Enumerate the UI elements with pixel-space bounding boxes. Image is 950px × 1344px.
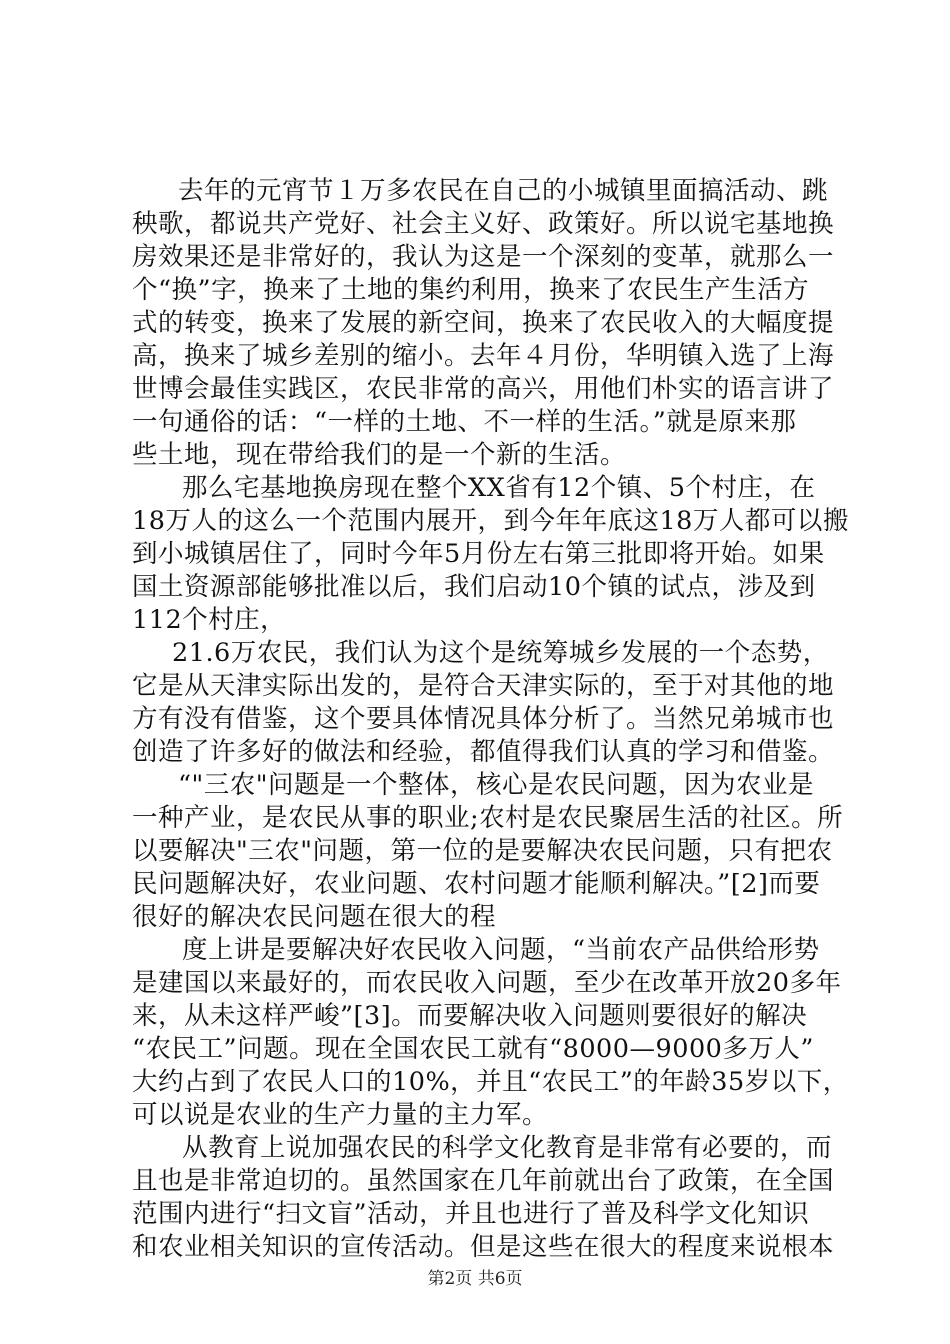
text-line: 世博会最佳实践区，农民非常的高兴，用他们朴实的语言讲了: [132, 374, 835, 404]
text-line: 大约占到了农民人口的10%，并且“农民工”的年龄35岁以下，: [132, 1067, 849, 1097]
text-line: 范围内进行“扫文盲”活动，并且也进行了普及科学文化知识: [132, 1199, 810, 1229]
text-line: 高，换来了城乡差别的缩小。去年４月份，华明镇入选了上海: [132, 341, 835, 371]
text-line: 来，从未这样严峻”[3]。而要解决收入问题则要很好的解决: [132, 1001, 808, 1031]
text-line: 那么宅基地换房现在整个XX省有12个镇、5个村庄，在: [182, 473, 816, 503]
text-line: 到小城镇居住了，同时今年5月份左右第三批即将开始。如果: [132, 539, 825, 569]
text-line: 18万人的这么一个范围内展开，到今年年底这18万人都可以搬: [132, 506, 849, 536]
text-line: “农民工”问题。现在全国农民工就有“8000—9000多万人”: [132, 1034, 814, 1064]
text-line: 21.6万农民，我们认为这个是统筹城乡发展的一个态势，: [172, 638, 829, 668]
text-line: 很好的解决农民问题在很大的程: [132, 902, 497, 932]
text-line: 国土资源部能够批准以后，我们启动10个镇的试点，涉及到: [132, 572, 816, 602]
text-line: 以要解决"三农"问题，第一位的是要解决农民问题，只有把农: [132, 836, 833, 866]
text-line: 创造了许多好的做法和经验，都值得我们认真的学习和借鉴。: [132, 737, 835, 767]
text-line: 些土地，现在带给我们的是一个新的生活。: [132, 440, 627, 470]
text-line: 个“换”字，换来了土地的集约利用，换来了农民生产生活方: [132, 275, 810, 305]
text-line: 112个村庄，: [132, 605, 287, 635]
text-line: 秧歌，都说共产党好、社会主义好、政策好。所以说宅基地换: [132, 209, 835, 239]
text-line: 去年的元宵节１万多农民在自己的小城镇里面搞活动、跳: [178, 176, 829, 206]
text-line: 它是从天津实际出发的，是符合天津实际的，至于对其他的地: [132, 671, 835, 701]
text-line: 且也是非常迫切的。虽然国家在几年前就出台了政策，在全国: [132, 1166, 835, 1196]
text-line: 方有没有借鉴，这个要具体情况具体分析了。当然兄弟城市也: [132, 704, 835, 734]
text-line: 一种产业，是农民从事的职业;农村是农民聚居生活的社区。所: [132, 803, 844, 833]
page-number-footer: 第2页 共6页: [427, 1269, 523, 1289]
text-line: 从教育上说加强农民的科学文化教育是非常有必要的，而: [182, 1133, 833, 1163]
text-line: 式的转变，换来了发展的新空间，换来了农民收入的大幅度提: [132, 308, 835, 338]
text-line: 是建国以来最好的，而农民收入问题，至少在改革开放20多年: [132, 968, 842, 998]
text-line: 一句通俗的话：“一样的土地、不一样的生活。”就是原来那: [132, 407, 797, 437]
text-line: 和农业相关知识的宣传活动。但是这些在很大的程度来说根本: [132, 1232, 835, 1262]
text-line: 房效果还是非常好的，我认为这是一个深刻的变革，就那么一: [132, 242, 835, 272]
text-line: 可以说是农业的生产力量的主力军。: [132, 1100, 549, 1130]
text-line: “"三农"问题是一个整体，核心是农民问题，因为农业是: [178, 770, 814, 800]
text-line: 民问题解决好，农业问题、农村问题才能顺利解决。”[2]而要: [132, 869, 821, 899]
text-line: 度上讲是要解决好农民收入问题，“当前农产品供给形势: [182, 935, 820, 965]
